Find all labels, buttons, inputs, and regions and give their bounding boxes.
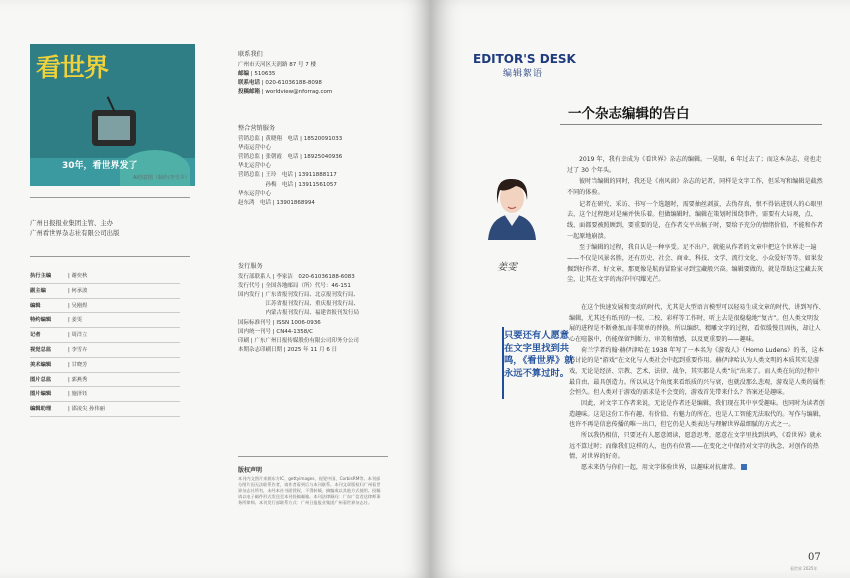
page-number: 07 bbox=[808, 552, 821, 563]
cover-credit: AI创意图（制作/李雪卉） bbox=[133, 175, 190, 181]
section-title-cn: 编辑絮语 bbox=[503, 69, 544, 79]
staff-row: 记者 | 周洋立 bbox=[30, 328, 180, 343]
section-title-en: EDITOR'S DESK bbox=[473, 52, 576, 66]
staff-row: 副主编 | 何承波 bbox=[30, 284, 180, 299]
article-body-top: 2019 年，我有幸成为《看世界》杂志的编辑。一晃眼，6 年过去了；而这本杂志，竟也走过了 30 个年头。 彼时当编辑的同时，我还是《南风窗》杂志的记者，同样是文字工作，但采写和编辑是截然不同的体验。 记者在研究、采访、书写一个选题时，需要抽丝剥茧，去伪存真，恨不得钻进别人的心眼里去，这个过程绝对是痛并快乐着。但做编辑时，编辑在策划时围绕事件，需要有大局观，点、线、面都要被照顾到，要重要的是，在作者交平出稿子时，要给予充分的情绪价值，不能和作者一起原地崩溃。 至于编辑的过程，我自认是一种享受。足不出户，就能从作者的文章中把这个世界走一遍——不仅是风景名胜，还有历史、社会、商业、科技、文学、流行文化、小众爱好等等。如果发掘到好作者、好文章，那更像是航海冒险家寻到宝藏般兴奋。编辑要做的，就是帮助这宝藏去灰尘，让其在文字的海洋中闪耀光芒。 bbox=[567, 156, 823, 284]
cover-anniversary: 30年，看世界发了 bbox=[62, 161, 138, 171]
article-title: 一个杂志编辑的告白 bbox=[568, 106, 690, 122]
end-mark-icon bbox=[741, 464, 747, 470]
staff-row: 编辑 | 吴刚煜 bbox=[30, 299, 180, 314]
magazine-cover-image bbox=[30, 44, 195, 186]
page-footer: 看世界 2025年 bbox=[790, 566, 818, 571]
editor-portrait bbox=[478, 170, 546, 240]
cover-logo: 看世界 bbox=[36, 53, 109, 82]
staff-row: 美术编辑 | 甘晓芳 bbox=[30, 358, 180, 373]
staff-row: 特约编辑 | 姜雯 bbox=[30, 313, 180, 328]
distribution-block: 发行服务 发行部联系人 | 李家洁 020-61036188-6083 发行代号 | 全国各地邮局（所）代号：46-151 国内发行 | 广东省报刊发行局、北京报刊发行局、 江苏省报刊发行局、重庆报刊发行局、 内蒙古报刊发行局、福建省报刊发行局 国际标准刊号 | ISSN 1006-0936 国内统一刊号 | CN44-1358/C 印刷 | 广东广州日报传媒股份有限公司印务分公司 本期杂志印刷日期 | 2025 年 11 月 6 日 bbox=[238, 263, 360, 353]
contact-block: 联系我们 广州市天河区天润路 87 号 7 楼 邮编 | 510635 联系电话 | 020-61036188-8098 投稿邮箱 | worldview@nforrag.com bbox=[238, 51, 333, 96]
editors-desk-header bbox=[473, 52, 576, 79]
tv-icon bbox=[92, 110, 136, 146]
pull-quote: 只要还有人愿意在文字里找到共鸣，《看世界》就永远不算过时。 bbox=[504, 330, 574, 379]
publisher-info: 广州日报报业集团主管、主办 广州看世界杂志社有限公司出版 bbox=[30, 219, 120, 237]
staff-row: 图片总监 | 郭燕秀 bbox=[30, 373, 180, 388]
staff-row: 编辑助理 | 邵凌尖 孙伟丽 bbox=[30, 402, 180, 417]
staff-row: 执行主编 | 谢奕秋 bbox=[30, 269, 180, 284]
marketing-block: 整合营销服务 营销总监 | 黄晓翔 电话 | 18520091033 华南运营中心 营销总监 | 张朝霞 电话 | 18925040936 华北运营中心 营销总监 | 王玲 电话 | 13911888117 孙梅 电话 | 13911561057 华东运营中心 赵东鸿 电话 | 13901868994 bbox=[238, 125, 343, 206]
staff-list bbox=[30, 269, 180, 417]
staff-row: 图片编辑 | 施泽钰 bbox=[30, 387, 180, 402]
article-body-bottom: 在这个快速发展和变动的时代，尤其是大型语言模型可以轻易生成文章的时代，讲到写作、编辑，尤其还有纸刊的一校、二校、彩样等工作时，听上去是很稳稳地“复古”。但人类文明发展的进程是不断叠加,而非简单的替换。所以编织、精雕文字的过程，看似缓慢且固执，却让人心在喧嚣中，仍能保留判断力、审美和情感，以及更重要的——趣味。 荷兰学者约翰·赫伊津哈在 1938 年写了一本名为《游戏人》（Homo Ludens）的书，这本书讨论的是“游戏”在文化与人类社会中起到重要作用。赫伊津哈认为人类文明的本质其实是游戏，无论是经济、宗教、艺术、法律、战争，其实都是人类“玩”出来了。而人类在玩的过程中最自由、最具创造力。所以从这个角度来看纸质的兴与衰，也就没那么悲观，游戏是人类的属性会恒久。但人类对于游戏的需求是不会变的，游戏首先带来什么？答案还是趣味。 因此，对文字工作者来说，无论是作者还是编辑，我们现在其中享受趣味。也同时为读者创造趣味。这是这份工作有趣、有价值、有魅力的所在，也是人工智能无法取代的。写作与编辑，也许不再是信息传播的唯一出口，但它仍是人类表达与理解世界最细腻的方式之一。 所以我仍相信，只要还有人愿意阅读，愿意思考，愿意在文字里找到共鸣，《看世界》就永远不算过时；而像我们这样的人，也仍有位置——在变化之中保持对文字的执念、对创作的热情、对世界的好奇。 愿未来仍与你们一起，用文字体验世界，以趣味对抗庸常。 bbox=[569, 304, 825, 471]
editor-signature: 姜雯 bbox=[497, 262, 517, 273]
right-page bbox=[430, 0, 850, 578]
staff-row: 视觉总监 | 李雪卉 bbox=[30, 343, 180, 358]
copyright-notice: 版权声明 本刊内文图片来源东方IC、gettyimages、视觉中国、CorbisRM等。本刊部分图片因无法联系作者，请作者看到后与本刊联系。本刊文章版权归广州看世界杂志社所有，未经本社书面授权，不得转载、摘编或以其他方式使用。投稿请以电子邮件形式发送至本刊投稿邮箱。本刊法律顾问：广东广信君达律师事务所律师。本刊发行部联系方式：广州日报报业集团广州看世界杂志社。 bbox=[238, 467, 381, 506]
